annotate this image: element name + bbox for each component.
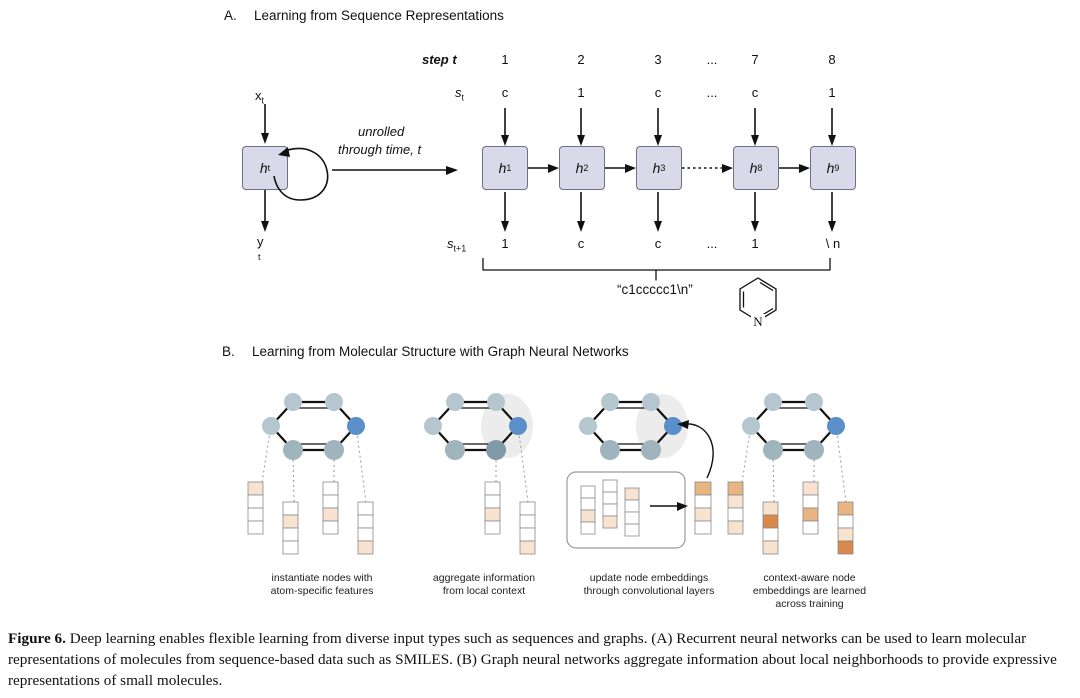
state-out-label-text: s <box>447 236 454 251</box>
arrow-h8-h9 <box>779 162 811 176</box>
pyridine-molecule <box>728 272 790 334</box>
rnn-cell-h2-sub: 2 <box>583 163 589 173</box>
unrolled-text-line1: unrolled <box>358 124 405 139</box>
arrow-out-cell-9 <box>819 192 847 234</box>
rnn-cell-h3-label: h <box>652 160 661 176</box>
gnn-stage-2-caption <box>409 572 559 598</box>
arrow-out-cell-1 <box>492 192 520 234</box>
rnn-cell-h9-sub: 9 <box>834 163 840 173</box>
rnn-cell-ht-label: h <box>259 160 268 176</box>
rnn-cell-h1 <box>482 146 528 190</box>
arrow-h2-h3 <box>605 162 637 176</box>
input-label-x-sub: t <box>261 95 265 106</box>
rnn-cell-h9 <box>810 146 856 190</box>
arrow-in-cell-2 <box>568 108 596 148</box>
sequence-input-3: c <box>654 85 662 100</box>
gnn-stage-3-caption-line1: update node embeddings <box>589 572 709 584</box>
gnn-stage-1-caption-line1: instantiate nodes with <box>271 572 373 584</box>
sequence-input-ellipsis: ... <box>706 85 718 100</box>
gnn-stage-4-caption-line3: across training <box>775 598 844 610</box>
gnn-stage-3-caption <box>564 572 734 598</box>
sequence-input-8: 1 <box>828 85 836 100</box>
gnn-stage-1-caption <box>247 572 397 598</box>
rnn-cell-h8-sub: 8 <box>757 163 763 173</box>
state-in-label-sub: t <box>461 92 465 103</box>
state-out-label-sub: t+1 <box>453 243 467 254</box>
state-out-label <box>447 236 466 254</box>
rnn-cell-h8 <box>733 146 779 190</box>
sequence-output-2: c <box>577 236 585 251</box>
sequence-input-1: c <box>501 85 509 100</box>
input-label-x-text: x <box>255 88 262 103</box>
state-in-label-text: s <box>455 85 462 100</box>
step-number-3: 3 <box>654 52 662 67</box>
figure-caption-label: Figure 6. <box>8 630 66 647</box>
arrow-ht-to-y <box>252 190 292 234</box>
gnn-stage-4-caption <box>727 572 892 611</box>
gnn-stage-4-graph <box>718 374 898 564</box>
gnn-stage-2-caption-line1: aggregate information <box>432 572 536 584</box>
gnn-stage-1-caption-line2: atom-specific features <box>270 585 374 597</box>
pyridine-nitrogen-label: N <box>753 314 763 329</box>
figure-caption-text: Deep learning enables flexible learning from diverse input types such as sequences and graphs. (A) Recurrent neural networks can be used to learn molecular representations of molecules from sequence-based data such as SMILES. (B) Graph neural networks aggregate information about local neighborhoods to provide expressive representations of small molecules. <box>8 630 1057 689</box>
rnn-cell-h1-label: h <box>498 160 507 176</box>
arrow-in-cell-9 <box>819 108 847 148</box>
gnn-stage-2-graph <box>400 374 570 564</box>
sequence-input-2: 1 <box>577 85 585 100</box>
rnn-cell-h2-label: h <box>575 160 584 176</box>
step-number-1: 1 <box>501 52 509 67</box>
input-label-x <box>255 88 264 106</box>
step-number-8: 8 <box>828 52 836 67</box>
output-label-y: y <box>257 234 264 249</box>
sequence-output-ellipsis: ... <box>706 236 718 251</box>
unrolled-text-line2: through time, t <box>338 142 422 157</box>
rnn-cell-h1-sub: 1 <box>506 163 512 173</box>
panel-a-letter: A. <box>224 8 237 23</box>
arrow-h1-h2 <box>528 162 560 176</box>
rnn-cell-h2 <box>559 146 605 190</box>
panel-b-letter: B. <box>222 344 235 359</box>
step-row-label: step t <box>422 52 457 67</box>
sequence-output-7: 1 <box>751 236 759 251</box>
gnn-stage-4-caption-line2: embeddings are learned <box>752 585 867 597</box>
rnn-cell-h9-label: h <box>826 160 835 176</box>
arrow-in-cell-3 <box>645 108 673 148</box>
step-number-7: 7 <box>751 52 759 67</box>
rnn-cell-ht-sub: t <box>267 163 271 173</box>
sequence-output-1: 1 <box>501 236 509 251</box>
state-in-label <box>455 85 464 103</box>
step-number-2: 2 <box>577 52 585 67</box>
arrow-in-cell-8 <box>742 108 770 148</box>
arrow-out-cell-2 <box>568 192 596 234</box>
rnn-cell-h3-sub: 3 <box>660 163 666 173</box>
panel-a-title: Learning from Sequence Representations <box>254 8 504 23</box>
rnn-cell-h3 <box>636 146 682 190</box>
arrow-out-cell-8 <box>742 192 770 234</box>
smiles-string: “c1ccccc1\n” <box>617 282 693 297</box>
sequence-input-7: c <box>751 85 759 100</box>
rnn-cell-h8-label: h <box>749 160 758 176</box>
arrow-h3-h8-dotted <box>682 162 734 176</box>
arrow-in-cell-1 <box>492 108 520 148</box>
arrow-out-cell-3 <box>645 192 673 234</box>
gnn-stage-1-graph <box>238 374 408 564</box>
step-number-ellipsis: ... <box>706 52 718 67</box>
unrolled-arrow <box>332 166 462 180</box>
sequence-output-8: \ n <box>825 236 841 251</box>
gnn-stage-2-caption-line2: from local context <box>442 585 526 597</box>
sequence-output-3: c <box>654 236 662 251</box>
gnn-stage-3-caption-line2: through convolutional layers <box>583 585 715 597</box>
panel-b-title: Learning from Molecular Structure with Graph Neural Networks <box>252 344 629 359</box>
output-label-y-sub: t <box>258 252 261 262</box>
figure-caption <box>8 628 1072 691</box>
gnn-stage-4-caption-line1: context-aware node <box>763 572 856 584</box>
